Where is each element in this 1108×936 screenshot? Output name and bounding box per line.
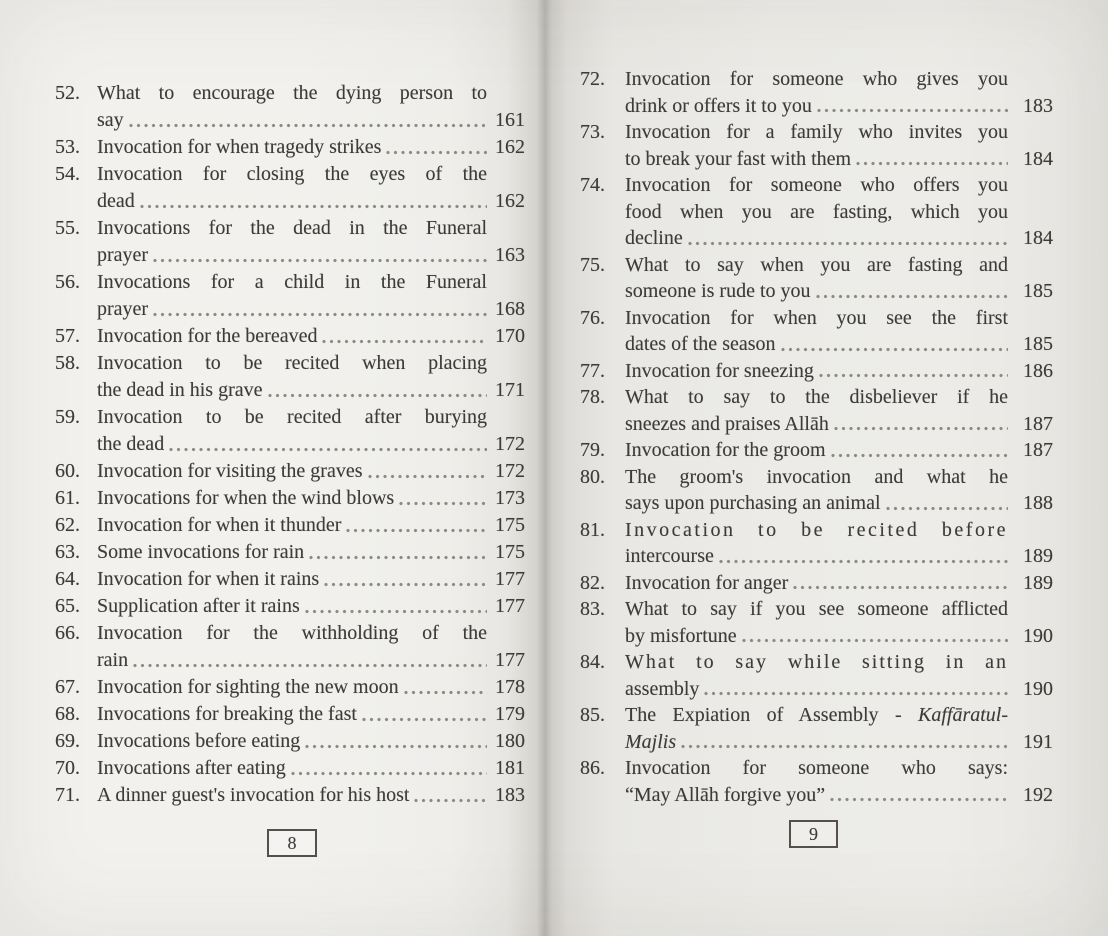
toc-entry-number: 59. [55,406,80,428]
dot-leader [153,296,487,323]
dot-leader [362,701,487,728]
toc-entry-title-line [625,543,1008,570]
toc-entry-title [97,161,487,215]
toc-entry-title-text: sneezes and praises Allāh [625,412,829,435]
toc-entry-title-line [625,782,1008,809]
toc-entry-number: 82. [580,571,605,594]
toc-entry [55,269,525,323]
toc-entry-number: 53. [55,136,80,158]
toc-entry-number: 68. [55,703,80,725]
dot-leader [819,358,1008,385]
toc-entry [55,755,525,782]
toc-entry [580,649,1053,702]
toc-entry-title-line [97,701,487,728]
toc-entry-title-line: What to encourage the dying person to [97,82,487,104]
toc-entry-number: 69. [55,730,80,752]
dot-leader [368,458,488,485]
toc-entry-title-text: Invocation for when tragedy strikes [97,136,382,158]
dot-leader [305,728,487,755]
toc-entry-title [97,458,487,485]
toc-entry-title-line [97,566,487,593]
toc-entry [580,384,1053,437]
toc-entry-number: 76. [580,306,605,329]
toc-entry [55,782,525,809]
toc-entry-title [625,66,1008,119]
toc-entry-title [625,649,1008,702]
toc-entry-page-number: 162 [495,190,525,212]
toc-entry-title-text: Majlis [625,730,677,753]
dot-leader [781,331,1008,358]
toc-entry [55,215,525,269]
toc-entry-page-number: 175 [495,514,525,536]
toc-entry [55,161,525,215]
toc-entry-number: 85. [580,704,605,726]
dot-leader [793,570,1008,597]
toc-entry [580,305,1053,358]
dot-leader [414,782,487,809]
toc-entry-title-line: Invocation to be recited when placing [97,352,487,374]
toc-entry-page-number: 179 [495,703,525,725]
toc-entry-title-line: The groom's invocation and what he [625,465,1008,488]
toc-entry-title-text: say [97,109,124,131]
toc-entry-title-line [97,728,487,755]
toc-entry-title-line [97,458,487,485]
toc-entry-title-text: decline [625,227,683,249]
toc-entry-title [97,404,487,458]
toc-entry-title-text: by misfortune [625,624,737,647]
toc-entry-title [625,252,1008,305]
page-number-right: 9 [809,823,818,844]
toc-entry [580,596,1053,649]
toc-entry-title [625,358,1008,385]
toc-entry-page-number: 187 [1023,439,1053,461]
dot-leader [291,755,487,782]
toc-entry [580,464,1053,517]
toc-entry-title-line: Invocation to be recited after burying [97,406,487,428]
toc-entry-title [625,437,1008,464]
toc-entry-title [625,517,1008,570]
toc-entry-title-text: Invocation for the groom [625,439,826,461]
toc-entry-title [97,701,487,728]
toc-entry-number: 57. [55,325,80,347]
toc-entry-number: 56. [55,271,80,293]
dot-leader [831,437,1009,464]
toc-entry-title-line: Invocation for someone who gives you [625,68,1008,90]
toc-entry-title-text: drink or offers it to you [625,94,812,117]
toc-entry-page-number: 183 [495,784,525,806]
toc-entry-number: 62. [55,514,80,536]
toc-entry [55,458,525,485]
toc-entry-title-line [625,623,1008,650]
toc-entry [55,728,525,755]
toc-entry-title [97,566,487,593]
toc-entry-number: 61. [55,487,80,509]
left-page [0,0,545,936]
toc-entry [580,702,1053,755]
toc-entry-number: 66. [55,622,80,644]
toc-entry-title-line [97,134,487,161]
toc-entry-title [625,172,1008,252]
toc-entry-title-line: Invocations for a child in the Funeral [97,271,487,293]
dot-leader [129,107,487,134]
toc-entry-page-number: 186 [1023,359,1053,382]
dot-leader [309,539,487,566]
toc-entry-title [97,620,487,674]
toc-entry [55,512,525,539]
toc-entry-title [97,728,487,755]
toc-entry-title-text: to break your fast with them [625,147,852,170]
dot-leader [153,242,487,269]
dot-leader [886,490,1009,517]
toc-entry [580,437,1053,464]
toc-entry-page-number: 175 [495,541,525,563]
toc-entry [580,570,1053,597]
toc-entry-number: 52. [55,82,80,104]
toc-entry-title [625,384,1008,437]
page-number-left: 8 [287,832,297,853]
dot-leader [816,278,1008,305]
toc-entry-title-text: Invocation for when it rains [97,568,320,590]
toc-entry-title-line [625,729,1008,756]
toc-entry-number: 58. [55,352,80,374]
toc-entry-title-line: What to say while sitting in an [625,651,1008,673]
toc-entry-title-line: The Expiation of Assembly - Kaffāratul- [625,704,1008,726]
toc-entry-page-number: 189 [1023,571,1053,594]
toc-entry [55,134,525,161]
toc-entry-number: 79. [580,439,605,461]
toc-entry-page-number: 172 [495,433,525,455]
toc-entry-number: 72. [580,68,605,90]
toc-entry-page-number: 172 [495,460,525,482]
dot-leader [322,323,487,350]
toc-entry-page-number: 178 [495,676,525,698]
toc-entry-number: 67. [55,676,80,698]
toc-entry [55,566,525,593]
toc-entry-page-number: 177 [495,568,525,590]
dot-leader [817,93,1008,120]
dot-leader [346,512,487,539]
toc-entry-number: 81. [580,518,605,541]
toc-entry-page-number: 185 [1023,333,1053,355]
toc-entry-title-text: Invocations after eating [97,757,286,779]
toc-entry-title-text: Invocation for the bereaved [97,325,318,347]
toc-entry-title-line: Invocation to be recited before [625,518,1008,541]
toc-entry-title [625,596,1008,649]
toc-entry-title-line [97,242,487,269]
toc-entry-title-line: What to say to the disbeliever if he [625,386,1008,408]
toc-entry-number: 70. [55,757,80,779]
toc-entry-title-text: Invocations for when the wind blows [97,487,395,509]
toc-entry-title-line: food when you are fasting, which you [625,200,1008,223]
dot-leader [268,377,488,404]
toc-entry-title-text: Invocation for when it thunder [97,514,342,536]
toc-entry-title [625,570,1008,597]
dot-leader [399,485,487,512]
toc-entry-page-number: 187 [1023,412,1053,435]
toc-entry-number: 74. [580,174,605,196]
toc-entry [55,350,525,404]
toc-entry-title-line [625,146,1008,173]
toc-entry-page-number: 168 [495,298,525,320]
toc-entry-page-number: 188 [1023,492,1053,514]
toc-entry [55,539,525,566]
toc-entry-title [97,674,487,701]
toc-list-right [580,66,1053,808]
toc-entry [580,755,1053,808]
toc-entry-title [97,80,487,134]
page-number-box-left [267,829,317,857]
toc-entry-title [625,305,1008,358]
toc-entry-title [625,119,1008,172]
toc-entry-number: 63. [55,541,80,563]
toc-entry-title-text: Invocation for sneezing [625,359,814,382]
toc-entry-title-line [97,674,487,701]
toc-entry [55,323,525,350]
toc-entry-title-text: Invocation for anger [625,571,789,594]
toc-entry-page-number: 184 [1023,227,1053,249]
toc-entry-title-text: intercourse [625,545,714,567]
toc-entry-title-text: Invocations before eating [97,730,301,752]
dot-leader [305,593,487,620]
toc-entry-number: 73. [580,121,605,143]
toc-entry-title-line [625,331,1008,358]
toc-entry-page-number: 185 [1023,280,1053,302]
toc-entry-title-line [97,323,487,350]
toc-entry-title-line: What to say if you see someone afflicted [625,598,1008,620]
toc-entry-title-text: says upon purchasing an animal [625,492,881,514]
dot-leader [834,411,1008,438]
toc-entry-title-line [97,431,487,458]
toc-entry-number: 65. [55,595,80,617]
dot-leader [133,647,487,674]
toc-entry-title [97,755,487,782]
toc-entry-title-line [97,107,487,134]
toc-entry-page-number: 181 [495,757,525,779]
toc-entry-title-text: Invocation for visiting the graves [97,460,363,482]
toc-entry-page-number: 191 [1023,730,1053,753]
toc-entry-title-line [97,377,487,404]
toc-entry-title-line: Invocation for the withholding of the [97,622,487,644]
toc-entry-title-text: prayer [97,298,149,320]
toc-entry-title-line [625,437,1008,464]
dot-leader [742,623,1008,650]
toc-entry-title-line: What to say when you are fasting and [625,253,1008,276]
toc-entry [55,404,525,458]
toc-entry-title-line [625,358,1008,385]
toc-entry-number: 71. [55,784,80,806]
toc-entry-title [97,782,487,809]
toc-entry-page-number: 161 [495,109,525,131]
toc-entry-title-text: prayer [97,244,149,266]
toc-entry-page-number: 192 [1023,783,1053,806]
toc-entry-title-text: the dead [97,433,165,455]
toc-entry-title-line [97,593,487,620]
toc-entry [580,66,1053,119]
toc-entry-title [97,323,487,350]
toc-entry-title [97,512,487,539]
toc-entry [55,593,525,620]
toc-entry-number: 77. [580,359,605,382]
toc-entry [55,485,525,512]
toc-entry-title-line [97,512,487,539]
toc-entry-title-line: Invocations for the dead in the Funeral [97,217,487,239]
toc-entry-title-text: A dinner guest's invocation for his host [97,784,410,806]
toc-entry-title-line [625,278,1008,305]
toc-entry-title-text: Invocations for breaking the fast [97,703,357,725]
toc-entry [580,119,1053,172]
toc-entry-number: 64. [55,568,80,590]
toc-entry-title-line [625,570,1008,597]
toc-list-left [55,80,525,809]
toc-entry-title [97,269,487,323]
toc-entry [55,80,525,134]
toc-entry-page-number: 180 [495,730,525,752]
dot-leader [386,134,487,161]
toc-entry-title [625,464,1008,517]
toc-entry-page-number: 173 [495,487,525,509]
toc-entry-title-text: Some invocations for rain [97,541,305,563]
toc-entry-title-line [625,225,1008,252]
dot-leader [704,676,1008,703]
toc-entry-page-number: 171 [495,379,525,401]
toc-entry [580,252,1053,305]
dot-leader [140,188,487,215]
toc-entry-title-line: Invocation for someone who offers you [625,174,1008,196]
dot-leader [681,729,1008,756]
toc-entry-page-number: 190 [1023,677,1053,700]
toc-entry-title-text: rain [97,649,129,671]
toc-entry-title [97,539,487,566]
toc-entry-number: 84. [580,651,605,673]
toc-entry [55,620,525,674]
toc-entry-number: 75. [580,253,605,276]
toc-entry [55,674,525,701]
toc-entry-number: 80. [580,465,605,488]
dot-leader [688,225,1008,252]
toc-entry-number: 54. [55,163,80,185]
toc-entry-number: 83. [580,598,605,620]
dot-leader [830,782,1008,809]
toc-entry-title [97,485,487,512]
toc-entry-title-text: Invocation for sighting the new moon [97,676,399,698]
toc-entry-title [625,702,1008,755]
toc-entry-title-text: assembly [625,677,700,700]
toc-entry-title-line [625,411,1008,438]
toc-entry-page-number: 170 [495,325,525,347]
dot-leader [404,674,487,701]
toc-entry-title-line [97,485,487,512]
toc-entry-title-text: someone is rude to you [625,280,811,302]
toc-entry-title-line [625,490,1008,517]
toc-entry-title-text: “May Allāh forgive you” [625,783,826,806]
dot-leader [169,431,487,458]
toc-entry-title-line: Invocation for someone who says: [625,757,1008,779]
right-page [545,0,1108,936]
toc-entry-title-text: the dead in his grave [97,379,263,401]
toc-entry-title-line: Invocation for a family who invites you [625,121,1008,143]
toc-entry-number: 60. [55,460,80,482]
toc-entry-title-text: Supplication after it rains [97,595,300,617]
dot-leader [719,543,1008,570]
toc-entry-title-line [97,647,487,674]
toc-entry-title [625,755,1008,808]
toc-entry-title-line: Invocation for when you see the first [625,306,1008,329]
toc-entry-title-line: Invocation for closing the eyes of the [97,163,487,185]
toc-entry-page-number: 183 [1023,94,1053,117]
toc-entry-title-line [625,93,1008,120]
toc-entry-title-line [97,782,487,809]
toc-entry-title [97,350,487,404]
toc-entry-page-number: 189 [1023,545,1053,567]
toc-entry-number: 86. [580,757,605,779]
dot-leader [324,566,487,593]
toc-entry-title-line [97,296,487,323]
toc-entry-title [97,215,487,269]
page-number-box-right [789,820,838,848]
toc-entry-page-number: 162 [495,136,525,158]
toc-entry-page-number: 190 [1023,624,1053,647]
toc-entry-title-line [97,755,487,782]
toc-entry-number: 78. [580,386,605,408]
toc-entry [580,517,1053,570]
toc-entry-title-text: dead [97,190,135,212]
toc-entry [55,701,525,728]
toc-entry-page-number: 177 [495,595,525,617]
toc-entry-title [97,134,487,161]
toc-entry-title-line [97,539,487,566]
toc-entry-title-line [625,676,1008,703]
toc-entry-page-number: 163 [495,244,525,266]
toc-entry-title-text: dates of the season [625,333,776,355]
dot-leader [856,146,1008,173]
toc-entry [580,358,1053,385]
toc-entry-number: 55. [55,217,80,239]
toc-entry-title [97,593,487,620]
toc-entry-page-number: 184 [1023,147,1053,170]
toc-entry-title-line [97,188,487,215]
toc-entry-page-number: 177 [495,649,525,671]
toc-entry [580,172,1053,252]
